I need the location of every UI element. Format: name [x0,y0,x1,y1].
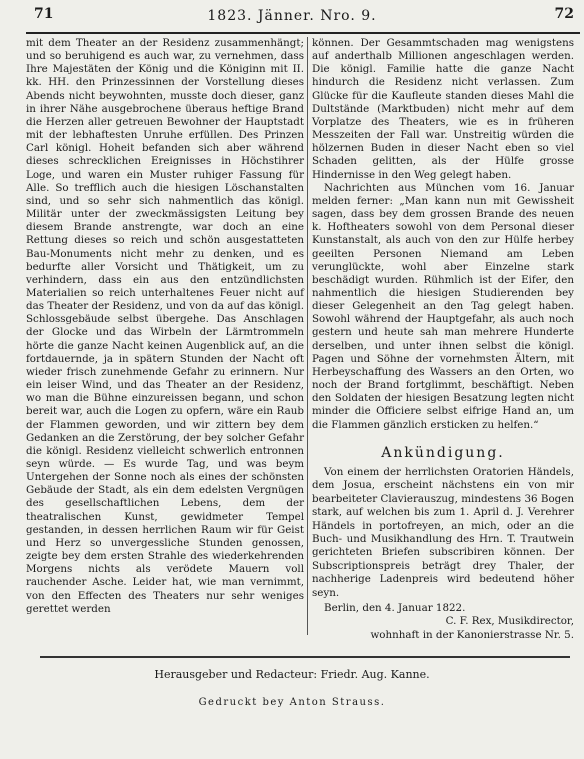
right-column-paragraph-1: können. Der Gesammtschaden mag wenigstens auf anderthalb Millionen angeschlagen werden. Die königl. Familie hatte die ganze Nacht hindurch die Residenz nicht verlassen. Zum Glücke für die Kaufleute standen dieses Mahl die Dultstände (Marktbuden) nicht mehr auf dem Vorplatze des Theaters, wie es in früheren Messzeiten der Fall war. Unstreitig würden die hölzernen Buden in dieser Nacht eben so viel Schaden gelitten, als der Hülfe grosse Hindernisse in den Weg gelegt haben. [312,37,574,181]
printer-line: Gedruckt bey Anton Strauss. [198,697,386,708]
page-number-left: 71 [34,6,54,22]
announcement-address: wohnhaft in der Kanonierstrasse Nr. 5. [370,628,574,641]
right-column [312,37,574,432]
announcement-body: Von einem der herrlichsten Oratorien Händels, dem Josua, erscheint nächstens ein von mir bearbeiteter Clavierauszug, mindestens 36 Bogen stark, auf welchen bis zum 1. April d. J. Verehrer Händels in portofreyen, an mich, oder an die Buch- und Musikhandlung des Hrn. T. Trautwein gerichteten Briefen subscribiren können. Der Subscriptionspreis beträgt drey Thaler, der nachherige Ladenpreis wird bedeutend höher seyn. [312,466,574,599]
footer-rule [40,656,570,658]
page-header [0,4,584,30]
publisher-line: Herausgeber und Redacteur: Friedr. Aug. Kanne. [154,668,430,681]
left-column-text: mit dem Theater an der Residenz zusammenhängt; und so beruhigend es auch war, zu vernehmen, dass Ihre Majestäten der König und die Königinn mit II. kk. HH. den Prinzessinnen der Vorstellung dieses Abends nicht beywohnten, musste doch dieser, ganz in ihrer Nähe ausgebrochene überaus heftige Brand die Herzen aller getreuen Bewohner der Hauptstadt mit der lebhaftesten Unruhe erfüllen. Des Prinzen Carl königl. Hoheit befanden sich aber während dieses schrecklichen Ereignisses in Höchstihrer Loge, und waren ein Muster ruhiger Fassung für Alle. So trefflich auch die hiesigen Löschanstalten sind, und so sehr sich nahmentlich das königl. Militär unter der zweckmässigsten Leitung bey diesem Brande anstrengte, war doch an eine Rettung dieses so reich und schön ausgestatteten Bau-Monuments nicht mehr zu denken, und es bedurfte aller Vorsicht und Thätigkeit, um zu verhindern, dass ein aus den entzündlichsten Materialien so reich unterhaltenes Feuer nicht auf das Theater der Residenz, und von da auf das königl. Schlossgebäude selbst übergehe. Das Anschlagen der Glocke und das Wirbeln der Lärmtrommeln hörte die ganze Nacht keinen Augenblick auf, an die fortdauernde, ja in spätern Stunden der Nacht oft wieder frisch zunehmende Gefahr zu erinnern. Nur ein leiser Wind, und das Theater an der Residenz, wo man die Bühne einzureissen begann, und schon bereit war, auch die Logen zu opfern, wäre ein Raub der Flammen geworden, und wir zittern bey dem Gedanken an die Zerstörung, der bey solcher Gefahr die königl. Residenz vielleicht schwerlich entronnen seyn würde. — Es wurde Tag, und was beym Untergehen der Sonne noch als eines der schönsten Gebäude der Stadt, als ein dem edelsten Vergnügen des gesellschaftlichen Lebens, dem der theatralischen Kunst, gewidmeter Tempel gestanden, in dessen herrlichen Raum wir für Geist und Herz so unvergessliche Stunden genossen, zeigte bey dem ersten Strahle des wiederkehrenden Morgens nichts als verödete Mauern voll rauchender Asche. Leider hat, wie man vernimmt, von den Effecten des Theaters nur sehr weniges gerettet werden [26,37,304,615]
announcement-heading: Ankündigung. [381,445,505,461]
column-divider [307,37,308,635]
announcement-signature: C. F. Rex, Musikdirector, [445,615,574,628]
page-number-right: 72 [554,6,574,22]
left-column [26,37,304,616]
issue-title: 1823. Jänner. Nro. 9. [207,8,377,24]
announcement-place-date: Berlin, den 4. Januar 1822. [324,602,466,615]
right-column-paragraph-2: Nachrichten aus München vom 16. Januar melden ferner: „Man kann nun mit Gewissheit sagen, dass bey dem grossen Brande des neuen k. Hoftheaters sowohl von dem Personal dieser Kunstanstalt, als auch von den zur Hülfe herbey geeilten Personen Niemand am Leben verunglückte, wohl aber Einzelne stark beschädigt wurden. Rühmlich ist der Eifer, den nahmentlich die hiesigen Studierenden bey dieser Gelegenheit an den Tag gelegt haben. Sowohl während der Hauptgefahr, als auch noch gestern und heute sah man mehrere Hunderte derselben, und unter ihnen selbst die königl. Pagen und Söhne der vornehmsten Ältern, mit Herbeyschaffung des Wassers an den Orten, wo noch der Brand fortglimmt, beschäftigt. Neben den Soldaten der hiesigen Besatzung legten nicht minder die Officiere selbst eifrige Hand an, um die Flammen gänzlich ersticken zu helfen.“ [312,181,574,431]
announcement [312,466,574,642]
header-rule [26,32,580,34]
